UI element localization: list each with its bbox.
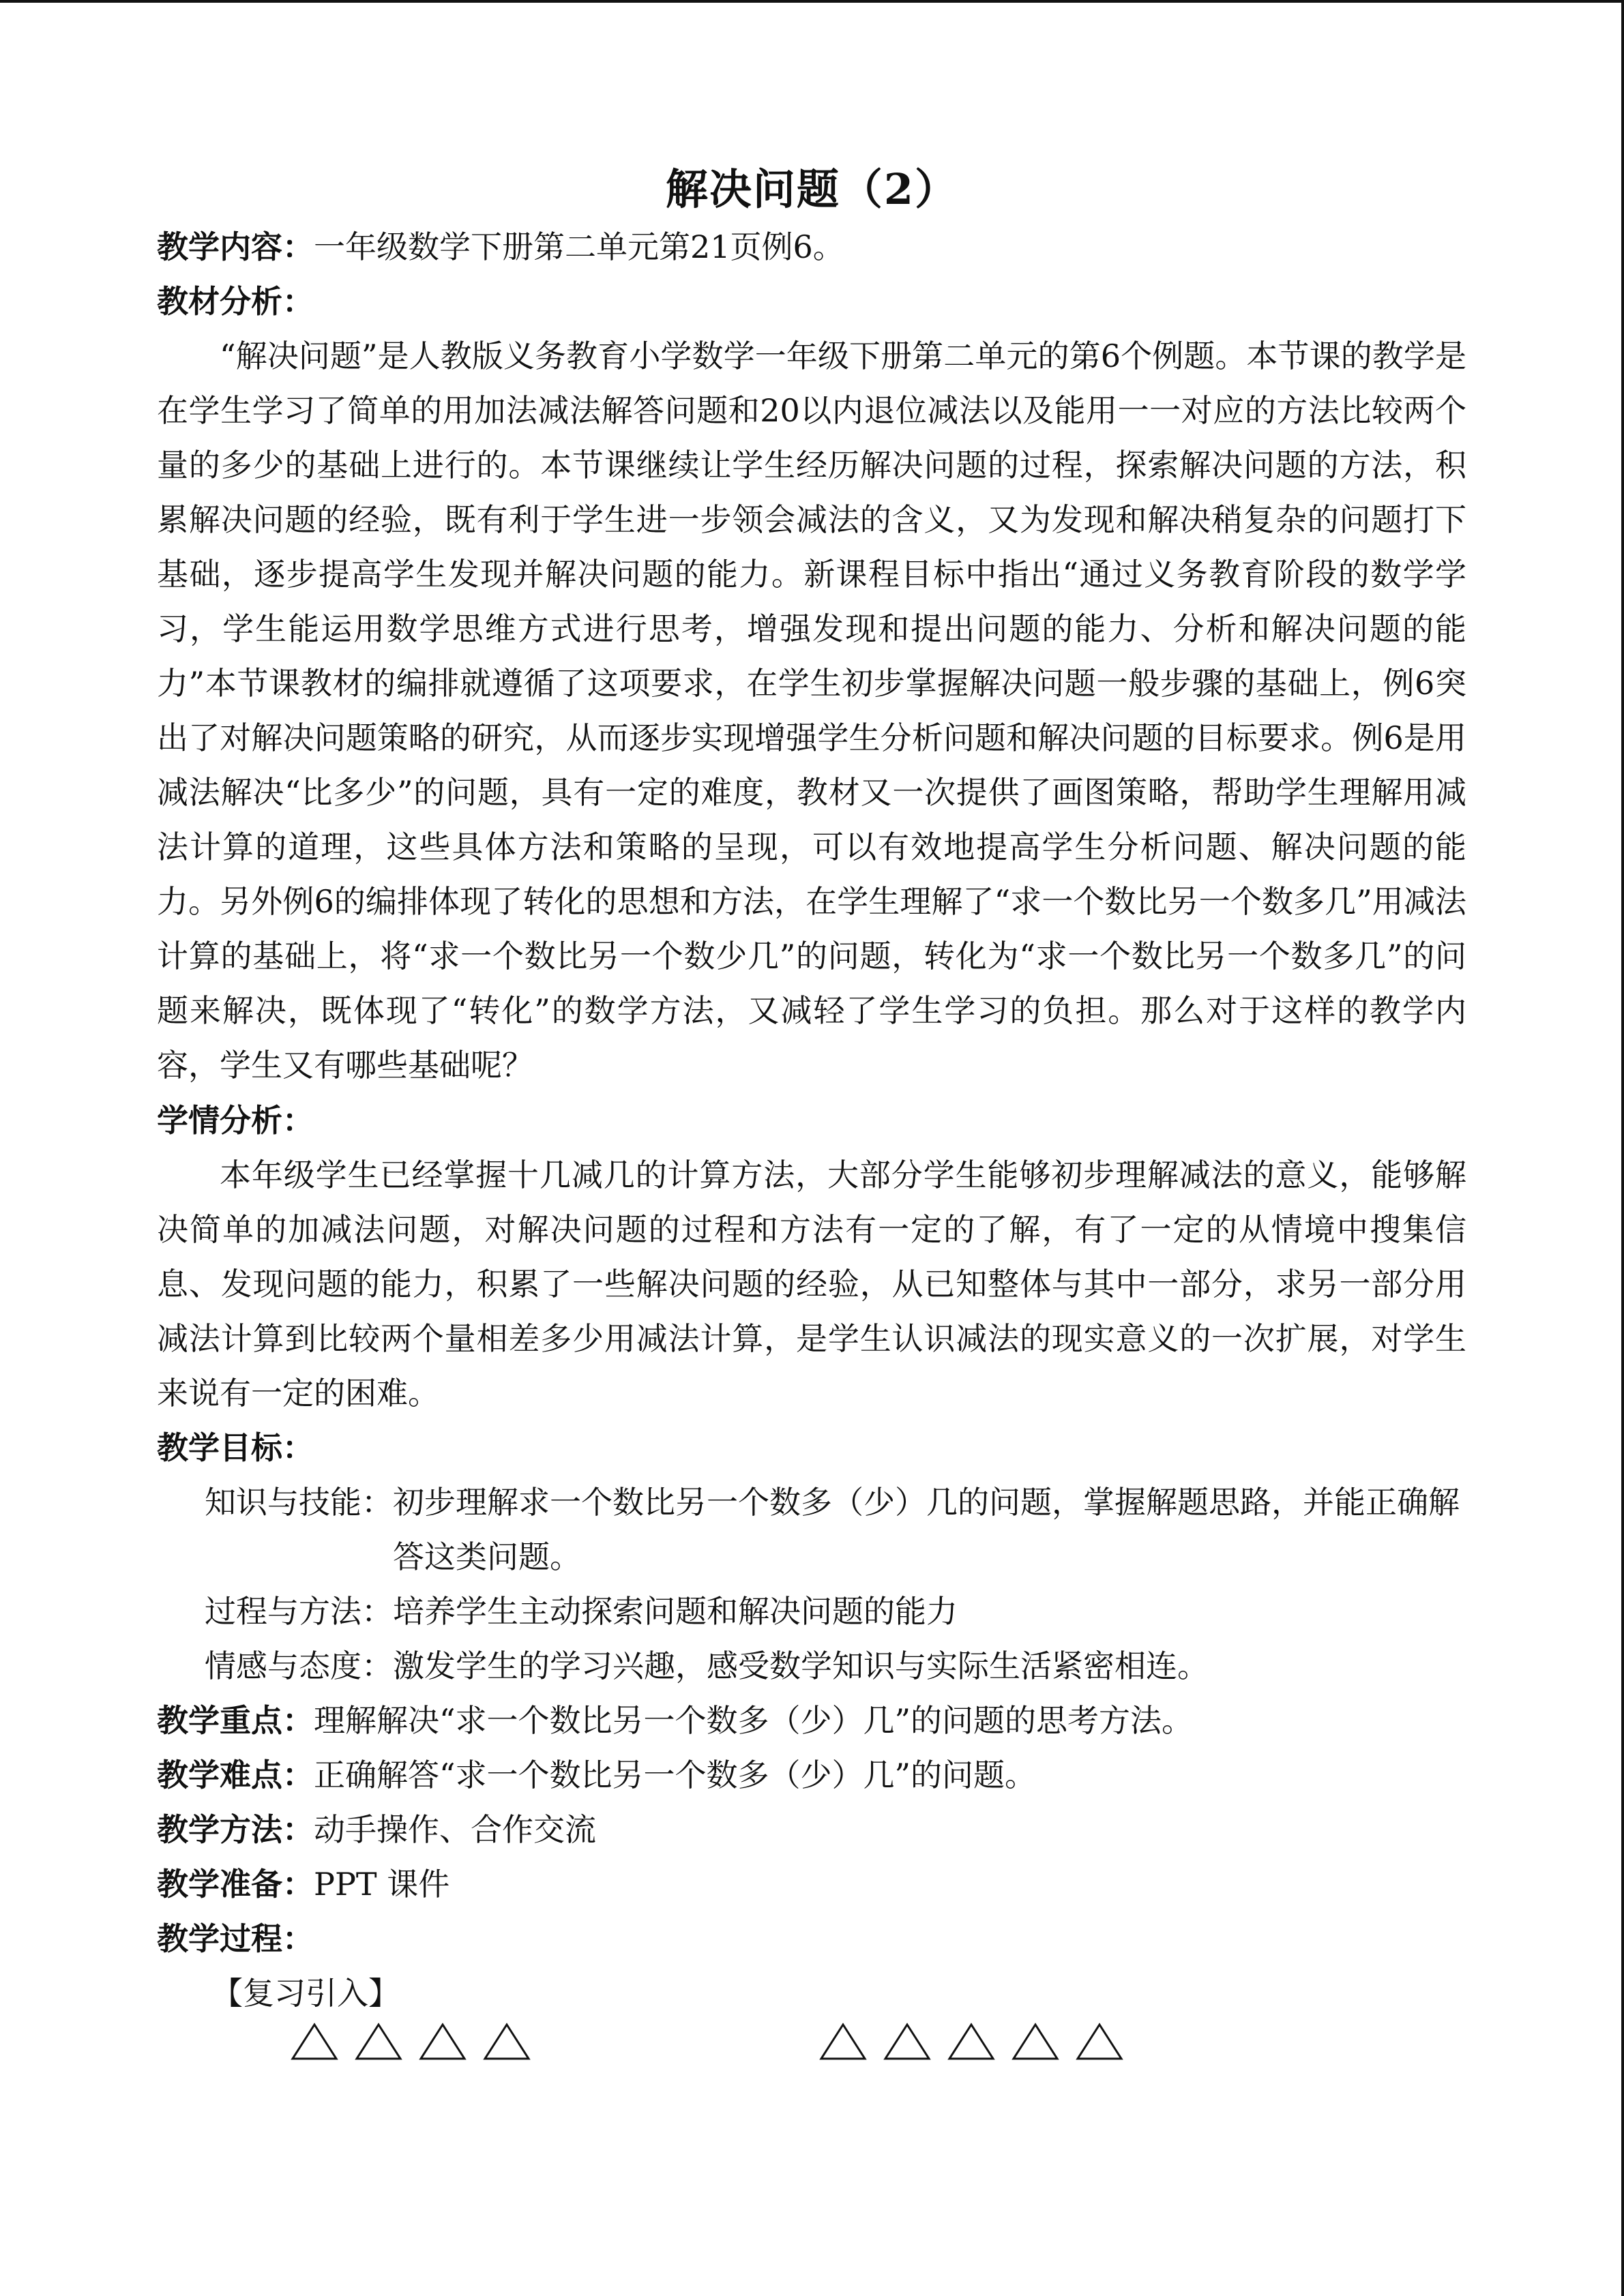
page-title: 解决问题（2）: [665, 164, 959, 214]
objective-knowledge: [205, 1475, 1466, 1584]
objective-process-label: 过程与方法：: [205, 1593, 393, 1630]
method-line: [157, 1802, 1466, 1857]
objective-process-value: 培养学生主动探索问题和解决问题的能力: [393, 1593, 958, 1630]
method-label: 教学方法：: [157, 1811, 314, 1848]
objective-knowledge-value: 初步理解求一个数比另一个数多（少）几的问题，掌握解题思路，并能正确解答这类问题。: [393, 1484, 1460, 1575]
triangle-icon: [418, 2022, 467, 2061]
teaching-content-label: 教学内容：: [157, 228, 314, 265]
triangle-icon: [354, 2022, 403, 2061]
page-border-right: [1621, 0, 1624, 2296]
triangle-group-left: [290, 2022, 531, 2063]
triangle-group-right: [818, 2022, 1124, 2063]
teaching-content-value: 一年级数学下册第二单元第21页例6。: [314, 228, 844, 265]
objectives-heading: 教学目标：: [157, 1429, 314, 1466]
objective-process: [205, 1584, 1466, 1639]
material-analysis-heading: 教材分析：: [157, 283, 314, 320]
review-heading: 【复习引入】: [211, 1975, 400, 2012]
objective-emotion-label: 情感与态度：: [205, 1648, 393, 1684]
student-analysis-heading: 学情分析：: [157, 1102, 314, 1139]
triangle-icon: [290, 2022, 339, 2061]
student-analysis-text: 本年级学生已经掌握十几减几的计算方法，大部分学生能够初步理解减法的意义，能够解决简单的加减法问题，对解决问题的过程和方法有一定的了解，有了一定的从情境中搜集信息、发现问题的能力，积累了一些解决问题的经验，从已知整体与其中一部分，求另一部分用减法计算到比较两个量相差多少用减法计算，是学生认识减法的现实意义的一次扩展，对学生来说有一定的困难。: [157, 1157, 1466, 1412]
triangle-icon: [947, 2022, 996, 2061]
objective-emotion: [205, 1639, 1466, 1693]
preparation-line: [157, 1857, 1466, 1911]
triangle-icon: [482, 2022, 531, 2061]
page-border-top: [0, 0, 1624, 3]
triangle-icon: [818, 2022, 868, 2061]
triangle-icon: [1011, 2022, 1060, 2061]
triangle-icon: [883, 2022, 932, 2061]
material-analysis-text: “解决问题”是人教版义务教育小学数学一年级下册第二单元的第6个例题。本节课的教学是在学生学习了简单的用加法减法解答问题和20以内退位减法以及能用一一对应的方法比较两个量的多少的基础上进行的。本节课继续让学生经历解决问题的过程，探索解决问题的方法，积累解决问题的经验，既有利于学生进一步领会减法的含义，又为发现和解决稍复杂的问题打下基础，逐步提高学生发现并解决问题的能力。新课程目标中指出“通过义务教育阶段的数学学习，学生能运用数学思维方式进行思考，增强发现和提出问题的能力、分析和解决问题的能力”本节课教材的编排就遵循了这项要求，在学生初步掌握解决问题一般步骤的基础上，例6突出了对解决问题策略的研究，从而逐步实现增强学生分析问题和解决问题的目标要求。例6是用减法解决“比多少”的问题，具有一定的难度，教材又一次提供了画图策略，帮助学生理解用减法计算的道理，这些具体方法和策略的呈现，可以有效地提高学生分析问题、解决问题的能力。另外例6的编排体现了转化的思想和方法，在学生理解了“求一个数比另一个数多几”用减法计算的基础上，将“求一个数比另一个数少几”的问题，转化为“求一个数比另一个数多几”的问题来解决，既体现了“转化”的数学方法，又减轻了学生学习的负担。那么对于这样的教学内容，学生又有哪些基础呢？: [157, 338, 1466, 1084]
triangle-icon: [1075, 2022, 1124, 2061]
method-value: 动手操作、合作交流: [314, 1811, 596, 1848]
preparation-label: 教学准备：: [157, 1866, 314, 1903]
difficulty-label: 教学难点：: [157, 1757, 314, 1793]
key-point-line: [157, 1693, 1466, 1748]
difficulty-value: 正确解答“求一个数比另一个数多（少）几”的问题。: [314, 1757, 1037, 1793]
preparation-value: PPT 课件: [314, 1866, 450, 1903]
key-point-label: 教学重点：: [157, 1702, 314, 1739]
objective-knowledge-label: 知识与技能：: [205, 1484, 393, 1521]
process-heading: 教学过程：: [157, 1920, 314, 1957]
key-point-value: 理解解决“求一个数比另一个数多（少）几”的问题的思考方法。: [314, 1702, 1194, 1739]
difficulty-line: [157, 1748, 1466, 1802]
objective-emotion-value: 激发学生的学习兴趣，感受数学知识与实际生活紧密相连。: [393, 1648, 1209, 1684]
teaching-content-line: [157, 220, 1466, 274]
